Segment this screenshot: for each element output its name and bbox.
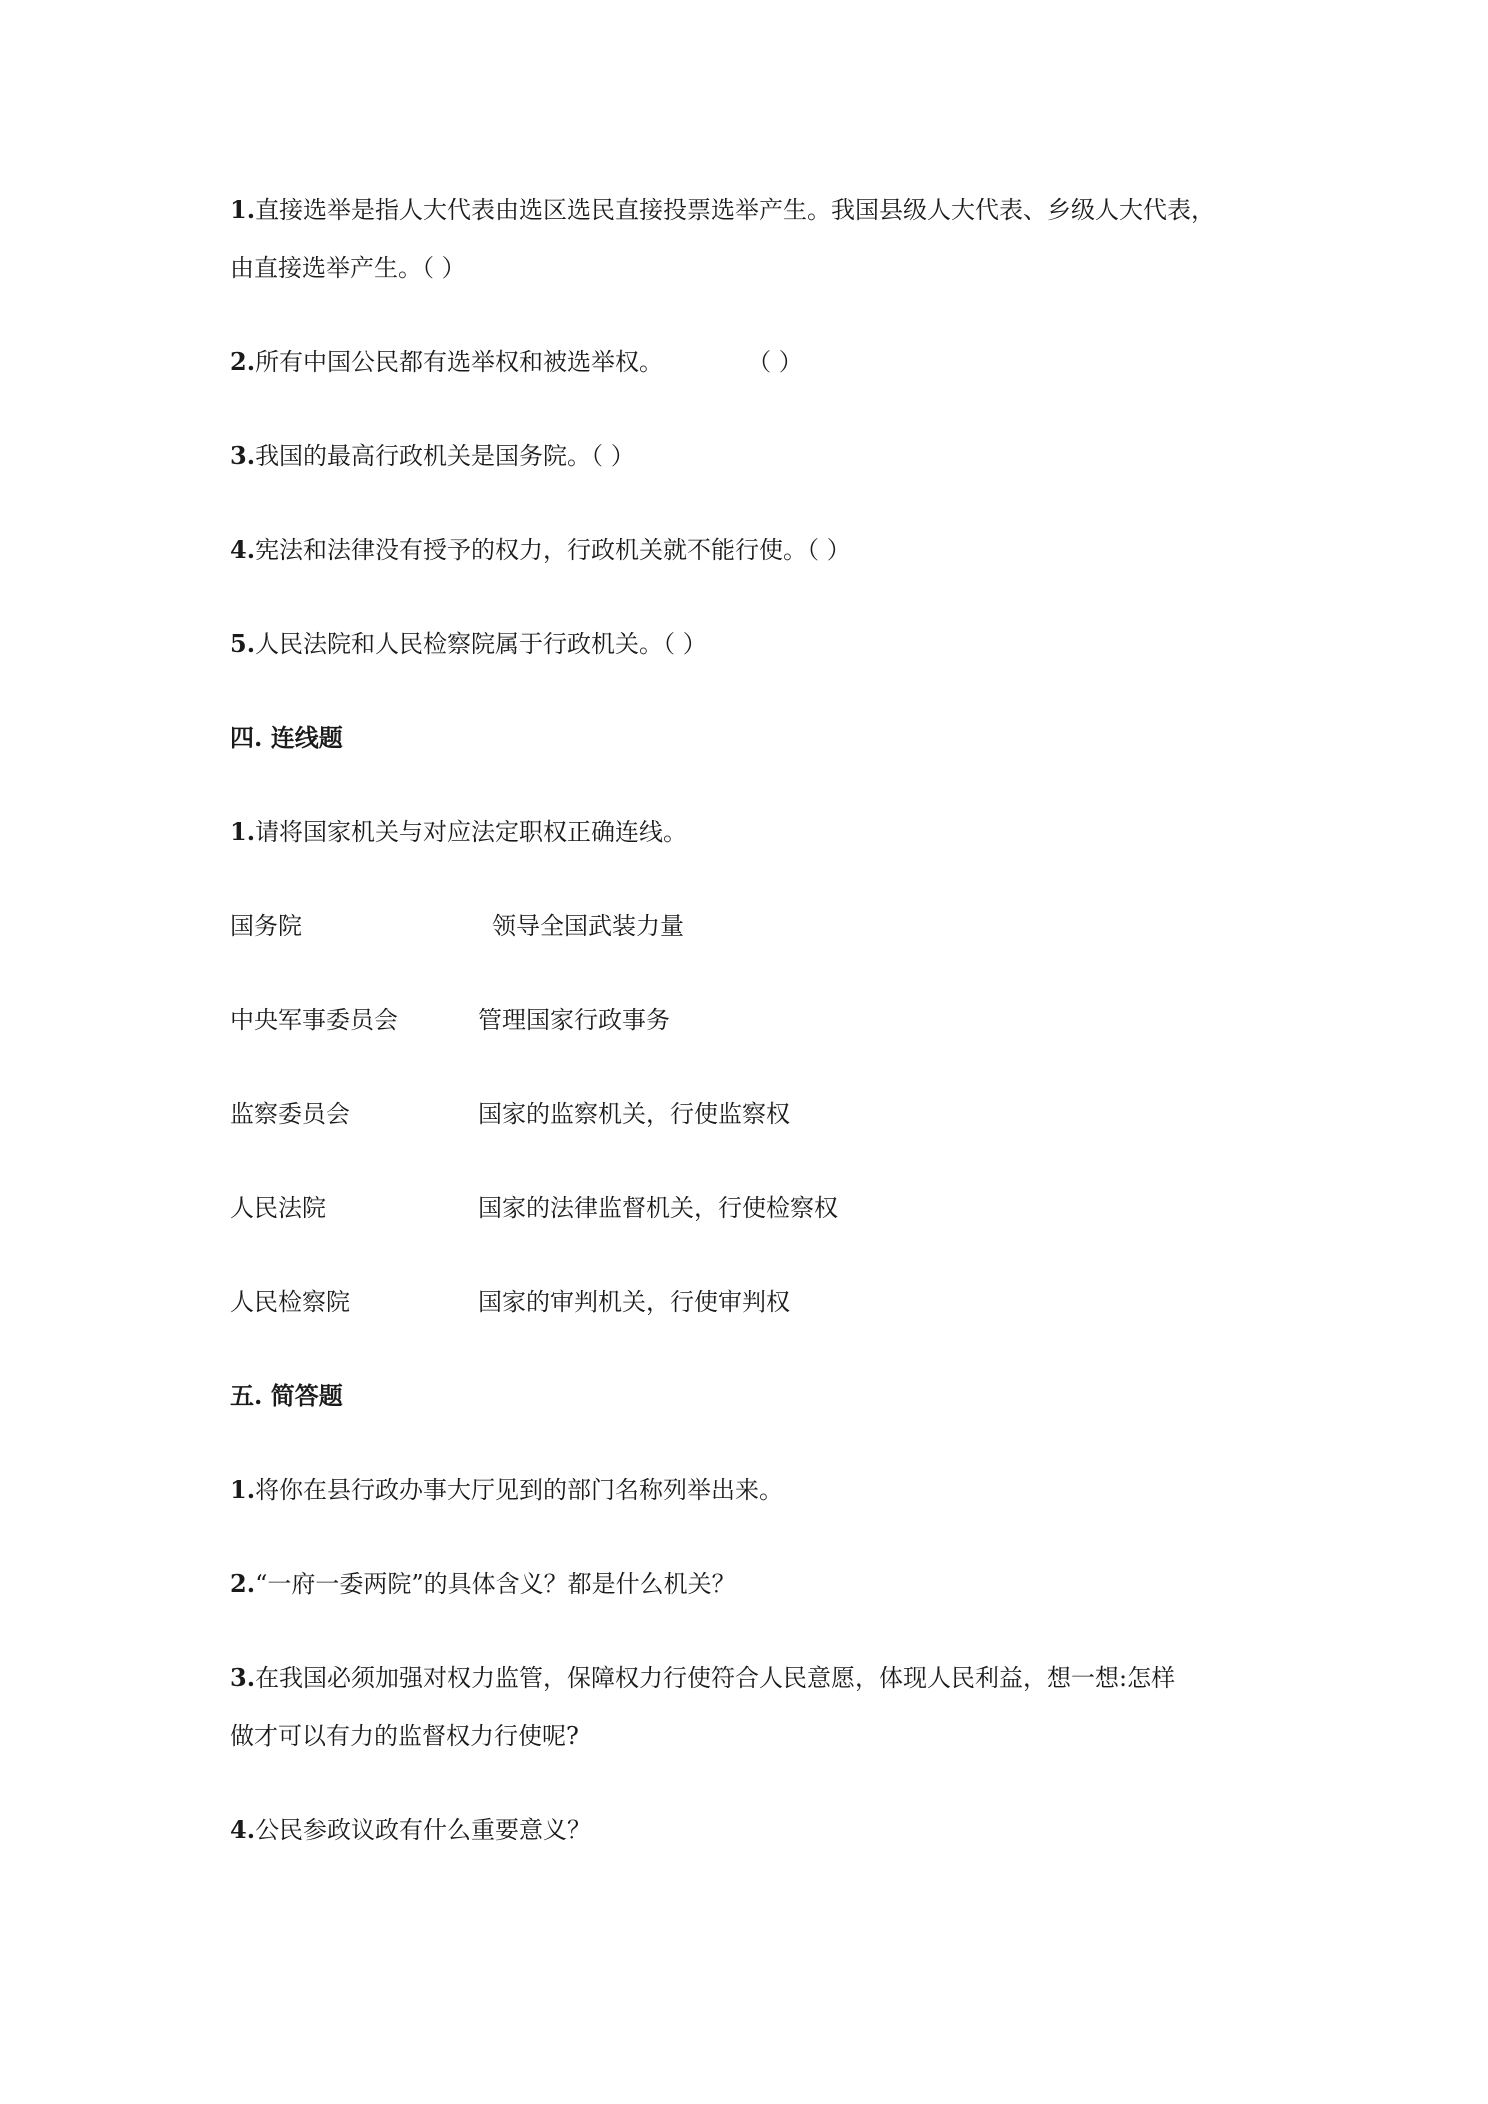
short-answer-item-1 — [230, 1474, 783, 1506]
item-number: 2. — [230, 347, 256, 376]
item-number: 4. — [230, 535, 256, 564]
section-heading-short-answer: 五. 简答题 — [230, 1381, 343, 1410]
matching-right-item: 国家的审判机关，行使审判权 — [478, 1288, 790, 1316]
judgment-item-3 — [230, 440, 635, 472]
item-text: 由直接选举产生。（ ） — [230, 254, 466, 282]
short-answer-item-3-line-1 — [230, 1662, 1175, 1694]
matching-right-item: 国家的监察机关，行使监察权 — [478, 1100, 790, 1128]
matching-left-item: 人民法院 — [230, 1194, 326, 1222]
matching-question — [230, 816, 687, 848]
matching-left-item: 中央军事委员会 — [230, 1006, 398, 1034]
short-answer-item-2 — [230, 1568, 736, 1600]
section-heading-matching: 四. 连线题 — [230, 723, 343, 752]
item-number: 1. — [230, 1475, 256, 1504]
judgment-item-4 — [230, 534, 851, 566]
item-text: 公民参政议政有什么重要意义？ — [255, 1816, 592, 1844]
item-number: 2. — [230, 1569, 256, 1598]
item-text: 在我国必须加强对权力监管，保障权力行使符合人民意愿，体现人民利益，想一想:怎样 — [255, 1664, 1176, 1692]
item-number: 5. — [230, 629, 256, 658]
item-text: 请将国家机关与对应法定职权正确连线。 — [255, 818, 688, 846]
judgment-item-1-line-1 — [230, 194, 1215, 226]
item-text: 直接选举是指人大代表由选区选民直接投票选举产生。我国县级人大代表、乡级人大代表， — [255, 196, 1216, 224]
item-text: 做才可以有力的监督权力行使呢? — [230, 1722, 579, 1750]
item-number: 4. — [230, 1815, 256, 1844]
judgment-item-1-line-2 — [230, 252, 466, 284]
matching-right-item: 领导全国武装力量 — [492, 912, 684, 940]
item-number: 1. — [230, 817, 256, 846]
matching-right-item: 管理国家行政事务 — [478, 1006, 670, 1034]
judgment-item-2 — [230, 346, 803, 378]
item-number: 3. — [230, 441, 256, 470]
item-text: 人民法院和人民检察院属于行政机关。（ ） — [255, 630, 707, 658]
short-answer-item-4 — [230, 1814, 591, 1846]
short-answer-item-3-line-2 — [230, 1720, 579, 1752]
item-number: 3. — [230, 1663, 256, 1692]
judgment-item-5 — [230, 628, 707, 660]
item-text: “一府一委两院”的具体含义？都是什么机关？ — [255, 1570, 736, 1598]
matching-left-item: 国务院 — [230, 912, 302, 940]
matching-left-item: 监察委员会 — [230, 1100, 350, 1128]
item-text: 所有中国公民都有选举权和被选举权。 — [255, 348, 664, 376]
matching-right-item: 国家的法律监督机关，行使检察权 — [478, 1194, 838, 1222]
matching-left-item: 人民检察院 — [230, 1288, 350, 1316]
item-number: 1. — [230, 195, 256, 224]
answer-parentheses: （ ） — [747, 348, 803, 376]
item-text: 宪法和法律没有授予的权力，行政机关就不能行使。（ ） — [255, 536, 851, 564]
item-text: 我国的最高行政机关是国务院。（ ） — [255, 442, 635, 470]
item-text: 将你在县行政办事大厅见到的部门名称列举出来。 — [255, 1476, 784, 1504]
